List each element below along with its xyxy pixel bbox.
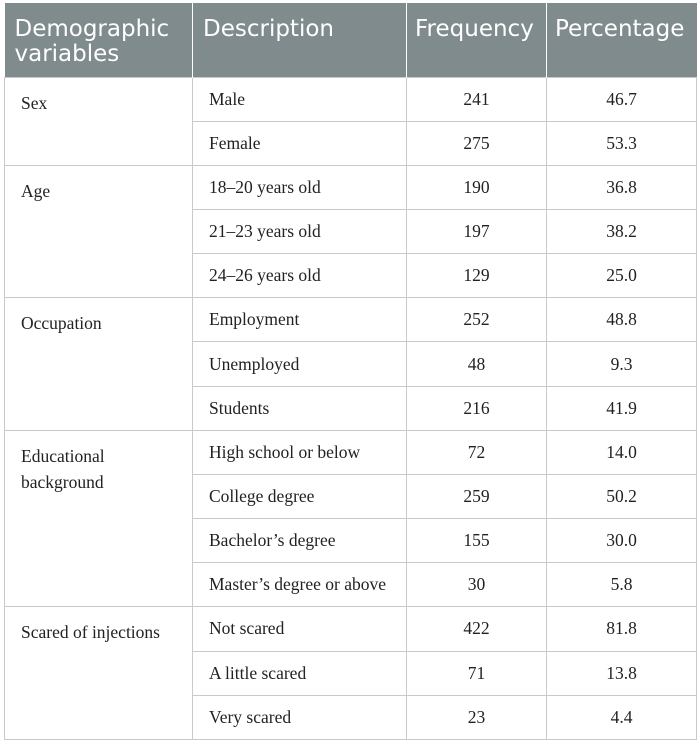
percentage-cell: 36.8	[547, 165, 697, 209]
percentage-cell: 81.8	[547, 607, 697, 651]
description-cell: 18–20 years old	[193, 165, 407, 209]
group-label: Sex	[5, 77, 193, 165]
header-demographic-variables: Demographic variables	[5, 3, 193, 77]
percentage-cell: 25.0	[547, 254, 697, 298]
description-cell: Students	[193, 386, 407, 430]
frequency-cell: 241	[407, 77, 547, 121]
description-cell: Bachelor’s degree	[193, 519, 407, 563]
group-label: Educational background	[5, 430, 193, 607]
frequency-cell: 129	[407, 254, 547, 298]
header-row	[5, 3, 697, 77]
percentage-cell: 41.9	[547, 386, 697, 430]
percentage-cell: 38.2	[547, 209, 697, 253]
percentage-cell: 53.3	[547, 121, 697, 165]
percentage-cell: 9.3	[547, 342, 697, 386]
table-row	[5, 298, 697, 342]
frequency-cell: 71	[407, 651, 547, 695]
description-cell: Employment	[193, 298, 407, 342]
table-row	[5, 165, 697, 209]
demographics-table	[4, 3, 697, 740]
percentage-cell: 5.8	[547, 563, 697, 607]
description-cell: College degree	[193, 474, 407, 518]
header-percentage: Percentage	[547, 3, 697, 77]
frequency-cell: 190	[407, 165, 547, 209]
description-cell: 24–26 years old	[193, 254, 407, 298]
frequency-cell: 23	[407, 695, 547, 739]
table-row	[5, 430, 697, 474]
percentage-cell: 50.2	[547, 474, 697, 518]
table-row	[5, 607, 697, 651]
description-cell: Female	[193, 121, 407, 165]
group-label: Age	[5, 165, 193, 297]
percentage-cell: 46.7	[547, 77, 697, 121]
frequency-cell: 48	[407, 342, 547, 386]
description-cell: Unemployed	[193, 342, 407, 386]
frequency-cell: 197	[407, 209, 547, 253]
description-cell: Male	[193, 77, 407, 121]
description-cell: 21–23 years old	[193, 209, 407, 253]
frequency-cell: 72	[407, 430, 547, 474]
frequency-cell: 30	[407, 563, 547, 607]
frequency-cell: 216	[407, 386, 547, 430]
frequency-cell: 275	[407, 121, 547, 165]
percentage-cell: 48.8	[547, 298, 697, 342]
header-frequency: Frequency	[407, 3, 547, 77]
description-cell: Very scared	[193, 695, 407, 739]
header-description: Description	[193, 3, 407, 77]
frequency-cell: 259	[407, 474, 547, 518]
frequency-cell: 422	[407, 607, 547, 651]
description-cell: High school or below	[193, 430, 407, 474]
description-cell: Not scared	[193, 607, 407, 651]
percentage-cell: 14.0	[547, 430, 697, 474]
table-row	[5, 77, 697, 121]
group-label: Occupation	[5, 298, 193, 430]
percentage-cell: 4.4	[547, 695, 697, 739]
percentage-cell: 30.0	[547, 519, 697, 563]
description-cell: Master’s degree or above	[193, 563, 407, 607]
group-label: Scared of injections	[5, 607, 193, 740]
frequency-cell: 252	[407, 298, 547, 342]
frequency-cell: 155	[407, 519, 547, 563]
description-cell: A little scared	[193, 651, 407, 695]
percentage-cell: 13.8	[547, 651, 697, 695]
